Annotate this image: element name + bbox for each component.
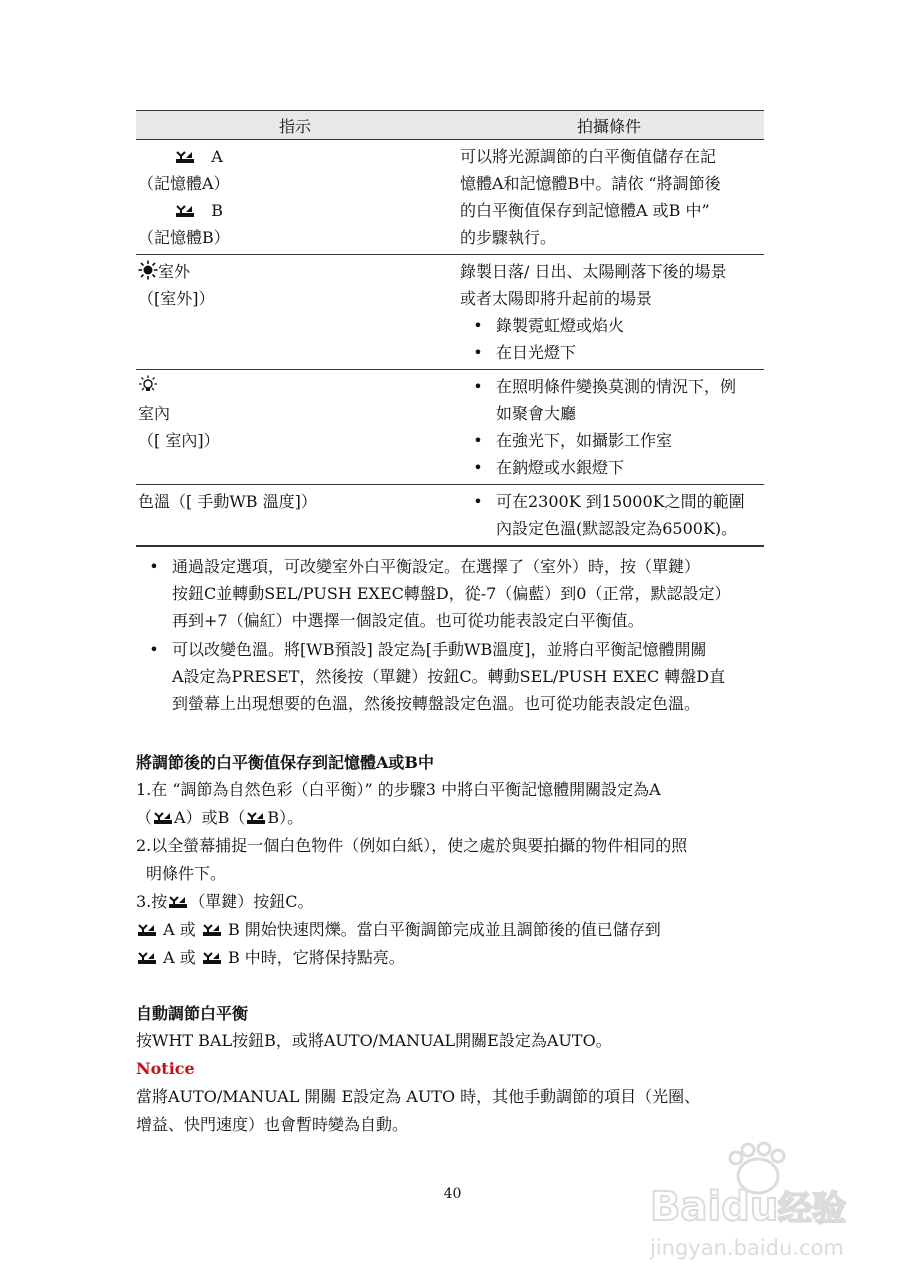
wb-memory-icon [167,893,189,909]
step-2-cont: 明條件下。 [146,864,227,883]
step-2: 2.以全螢幕捕捉一個白色物件（例如白紙），使之處於與要拍攝的物件相同的照 [136,836,688,855]
memory-b-label: B [211,201,224,220]
wb-memory-icon [136,949,158,965]
lit-line: A 或 B 中時，它將保持點亮。 [136,944,764,972]
table-row [136,140,764,255]
section-heading: 自動調節白平衡 [136,1004,249,1023]
wb-memory-icon [136,921,158,937]
notes-list [136,553,764,717]
bullet: • [473,458,483,477]
indoor-caption: （[ 室內]） [138,431,220,450]
header-condition: 拍攝條件 [454,111,764,140]
condition-text: 可以將光源調節的白平衡值儲存在記 [460,147,717,166]
list-item: • 可在2300K 到15000K之間的範圍 內設定色溫(默認設定為6500K)。 [460,488,764,542]
wb-memory-icon [201,921,223,937]
table-row [136,485,764,547]
page-number: 40 [443,1186,462,1202]
wb-memory-icon [174,148,196,164]
watermark-brand: Baidu [650,1184,779,1230]
list-item: • 錄製霓虹燈或焰火 [460,312,764,339]
list-item: • 在強光下，如攝影工作室 [460,427,764,454]
notice-text-cont: 增益、快門速度）也會暫時變為自動。 [136,1115,409,1134]
table-row [136,255,764,370]
step-1: 1.在 “調節為自然色彩（白平衡）” 的步驟3 中將白平衡記憶體開關設定為A [136,780,661,799]
notice-label: Notice [136,1059,195,1078]
list-item: • 通過設定選項，可改變室外白平衡設定。在選擇了（室外）時，按（單鍵） 按鈕C並轉動SEL/PUSH EXEC轉盤D，從-7（偏藍）到0（正常，默認設定） 再到+7（偏紅）中選擇一個設定值。也可從功能表設定白平衡值。 [136,553,764,634]
bullet: • [473,316,483,335]
memory-a-label: A [211,147,223,166]
watermark-cn: 经验 [778,1189,846,1229]
step-3: 3.按 （單鍵）按鈕C。 [136,892,314,911]
section-heading: 將調節後的白平衡值保存到記憶體A或B中 [136,753,434,772]
color-temp-label: 色溫（[ 手動WB 溫度]） [136,485,454,547]
blink-line: A 或 B 開始快速閃爍。當白平衡調節完成並且調節後的值已儲存到 [136,916,764,944]
table-row [136,370,764,485]
condition-text: 錄製日落/ 日出、太陽剛落下後的場景 [460,262,727,281]
sun-icon [138,260,158,280]
memory-a-caption: （記憶體A） [138,174,230,193]
white-balance-table [136,110,764,547]
baidu-watermark-logo [640,1140,880,1270]
list-item: • 在鈉燈或水銀燈下 [460,454,764,481]
bullet: • [149,640,159,659]
wb-memory-icon [201,949,223,965]
outdoor-label: 室外 [158,262,191,281]
bullet: • [473,377,483,396]
watermark-url: jingyan.baidu.com [650,1236,844,1260]
indoor-label: 室內 [138,404,171,423]
outdoor-caption: （[室外]） [138,289,215,308]
header-indicator: 指示 [136,111,454,140]
list-item: • 在照明條件變換莫測的情況下，例 如聚會大廳 [460,373,764,427]
condition-text: 或者太陽即將升起前的場景 [460,289,653,308]
bullet: • [473,431,483,450]
list-item: • 可以改變色溫。將[WB預設] 設定為[手動WB溫度]，並將白平衡記憶體開關 A設定為PRESET，然後按（單鍵）按鈕C。轉動SEL/PUSH EXEC 轉盤D直 到螢幕上出現想要的色溫，然後按轉盤設定色溫。也可從功能表設定色溫。 [136,636,764,717]
light-bulb-icon [138,375,158,395]
wb-memory-icon [245,809,267,825]
memory-b-caption: （記憶體B） [138,228,230,247]
auto-wb-text: 按WHT BAL按鈕B，或將AUTO/MANUAL開關E設定為AUTO。 [136,1031,612,1050]
list-item: • 在日光燈下 [460,339,764,366]
notice-text: 當將AUTO/MANUAL 開關 E設定為 AUTO 時，其他手動調節的項目（光圈、 [136,1087,701,1106]
page-content [136,110,764,1139]
condition-text: 憶體A和記憶體B中。請依 “將調節後 [460,174,721,193]
wb-memory-icon [152,809,174,825]
condition-text: 的白平衡值保存到記憶體A 或B 中” [460,201,710,220]
condition-text: 的步驟執行。 [460,228,557,247]
bullet: • [473,343,483,362]
wb-memory-icon [174,202,196,218]
bullet: • [149,557,159,576]
bullet: • [473,492,483,511]
step-1-cont: （ A）或B（ B）。 [136,808,304,827]
